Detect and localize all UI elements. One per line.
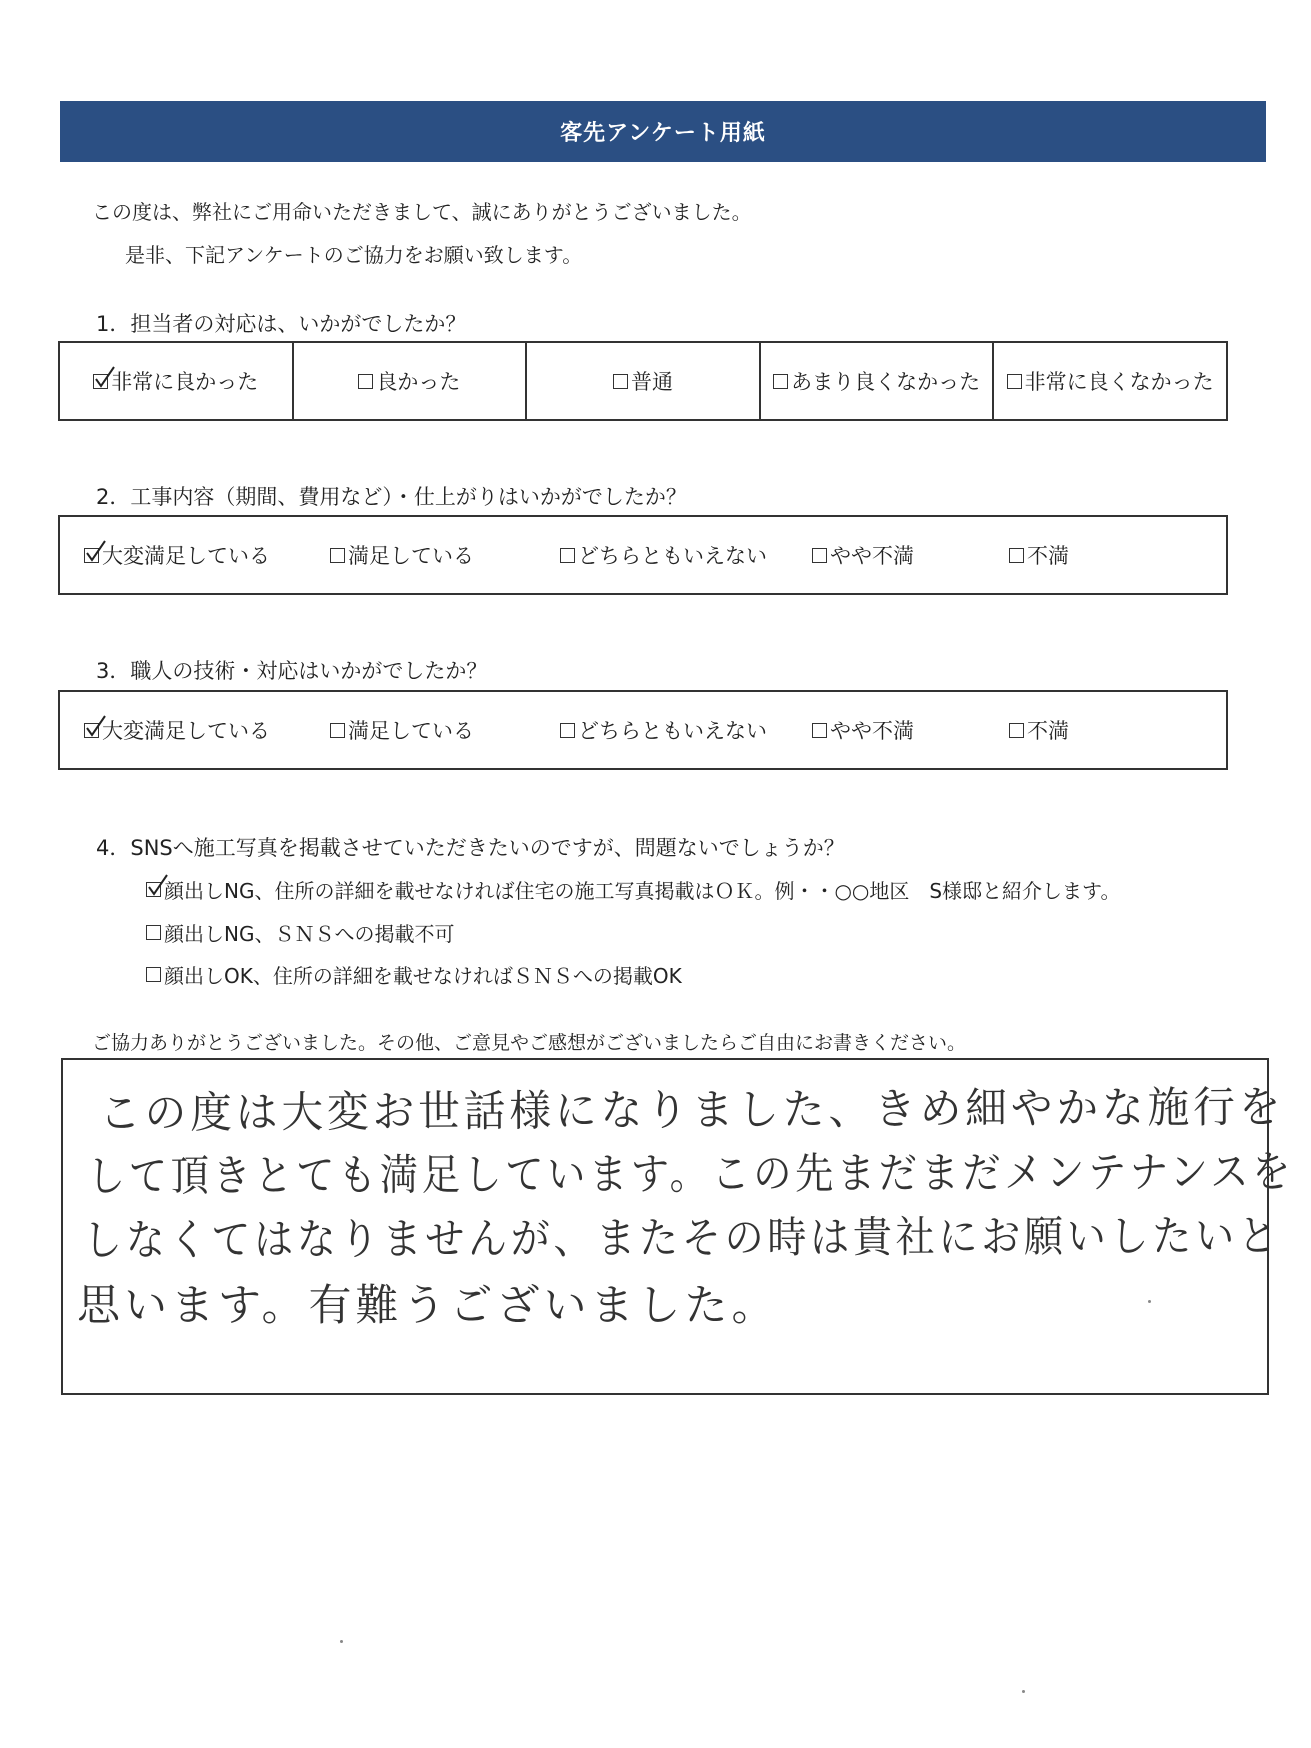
q1-option-5[interactable]	[994, 343, 1226, 419]
form-title: 客先アンケート用紙	[560, 121, 766, 146]
checkbox[interactable]	[146, 967, 161, 982]
checkbox-checked[interactable]	[146, 882, 161, 897]
checkbox[interactable]	[613, 374, 628, 389]
checkbox-checked[interactable]	[84, 723, 99, 738]
handwritten-line-1: この度は大変お世話様になりました、きめ細やかな施行を	[98, 1082, 1285, 1139]
q2-option-2[interactable]	[330, 517, 474, 593]
q1-option-2[interactable]	[294, 343, 528, 419]
q2-option-label: 不満	[1027, 544, 1069, 568]
q3-option-label: どちらともいえない	[578, 719, 767, 743]
checkbox[interactable]	[773, 374, 788, 389]
q1-option-label: 普通	[630, 370, 673, 394]
q2-option-label: やや不満	[830, 544, 914, 568]
q2-option-5[interactable]	[1009, 517, 1069, 593]
q3-option-label: やや不満	[830, 719, 914, 743]
scan-speck	[1022, 1690, 1025, 1693]
question-4: 4．SNSへ施工写真を掲載させていただきたいのですが、問題ないでしょうか？	[96, 836, 845, 860]
q2-option-label: 満足している	[348, 544, 474, 568]
checkbox[interactable]	[330, 723, 345, 738]
checkbox[interactable]	[358, 374, 373, 389]
q3-option-3[interactable]	[560, 692, 767, 768]
q2-option-label: 大変満足している	[102, 544, 270, 568]
q3-option-label: 不満	[1027, 719, 1069, 743]
checkbox[interactable]	[812, 548, 827, 563]
checkbox[interactable]	[1009, 723, 1024, 738]
q1-option-label: 良かった	[376, 370, 461, 394]
q1-option-4[interactable]	[761, 343, 995, 419]
q2-options-row	[58, 515, 1228, 595]
intro-line-1: この度は、弊社にご用命いただきまして、誠にありがとうございました。	[92, 200, 752, 224]
q3-options-row	[58, 690, 1228, 770]
comments-textarea[interactable]	[61, 1058, 1295, 1395]
scan-speck	[340, 1640, 343, 1643]
q4-option-label: 顔出しNG、ＳＮＳへの掲載不可	[164, 922, 455, 946]
question-1: 1．担当者の対応は、いかがでしたか？	[96, 312, 467, 336]
comments-label: ご協力ありがとうございました。その他、ご意見やご感想がございましたらご自由にお書きください。	[92, 1032, 967, 1054]
handwritten-line-4: 思います。有難うございました。	[77, 1281, 779, 1331]
q2-option-3[interactable]	[560, 517, 767, 593]
checkbox[interactable]	[1007, 374, 1022, 389]
handwritten-line-3: しなくてはなりませんが、またその時は貴社にお願いしたいと	[82, 1211, 1281, 1266]
q1-option-1[interactable]	[60, 343, 294, 419]
q4-option-1[interactable]	[146, 875, 1120, 904]
q3-option-1[interactable]	[84, 692, 270, 768]
q3-option-label: 満足している	[348, 719, 474, 743]
handwritten-line-2: して頂きとても満足しています。この先まだまだメンテナンスを	[86, 1147, 1295, 1202]
q4-option-2[interactable]	[146, 918, 454, 947]
checkbox[interactable]	[812, 723, 827, 738]
intro-line-2: 是非、下記アンケートのご協力をお願い致します。	[125, 243, 583, 267]
q2-option-4[interactable]	[812, 517, 914, 593]
q1-option-label: 非常に良かった	[111, 370, 259, 394]
q2-option-1[interactable]	[84, 517, 270, 593]
q3-option-label: 大変満足している	[102, 719, 270, 743]
q4-option-label: 顔出しOK、住所の詳細を載せなければＳＮＳへの掲載OK	[164, 964, 682, 988]
checkbox[interactable]	[146, 925, 161, 940]
q1-option-3[interactable]	[527, 343, 761, 419]
q1-option-label: 非常に良くなかった	[1024, 370, 1214, 394]
scan-speck	[1148, 1300, 1151, 1303]
checkbox-checked[interactable]	[84, 548, 99, 563]
q3-option-4[interactable]	[812, 692, 914, 768]
checkbox[interactable]	[560, 723, 575, 738]
checkbox[interactable]	[330, 548, 345, 563]
checkbox-checked[interactable]	[93, 374, 108, 389]
q1-option-label: あまり良くなかった	[791, 370, 981, 394]
question-3: 3．職人の技術・対応はいかがでしたか？	[96, 659, 488, 683]
q3-option-2[interactable]	[330, 692, 474, 768]
q1-options-grid	[58, 341, 1228, 421]
q2-option-label: どちらともいえない	[578, 544, 767, 568]
q4-option-label: 顔出しNG、住所の詳細を載せなければ住宅の施工写真掲載はＯＫ。例・・○○地区 S様邸と紹介します。	[164, 879, 1121, 903]
q3-option-5[interactable]	[1009, 692, 1069, 768]
checkbox[interactable]	[1009, 548, 1024, 563]
question-2: 2．工事内容（期間、費用など）・仕上がりはいかがでしたか？	[96, 485, 687, 509]
q4-option-3[interactable]	[146, 960, 682, 989]
checkbox[interactable]	[560, 548, 575, 563]
form-header	[60, 101, 1266, 162]
